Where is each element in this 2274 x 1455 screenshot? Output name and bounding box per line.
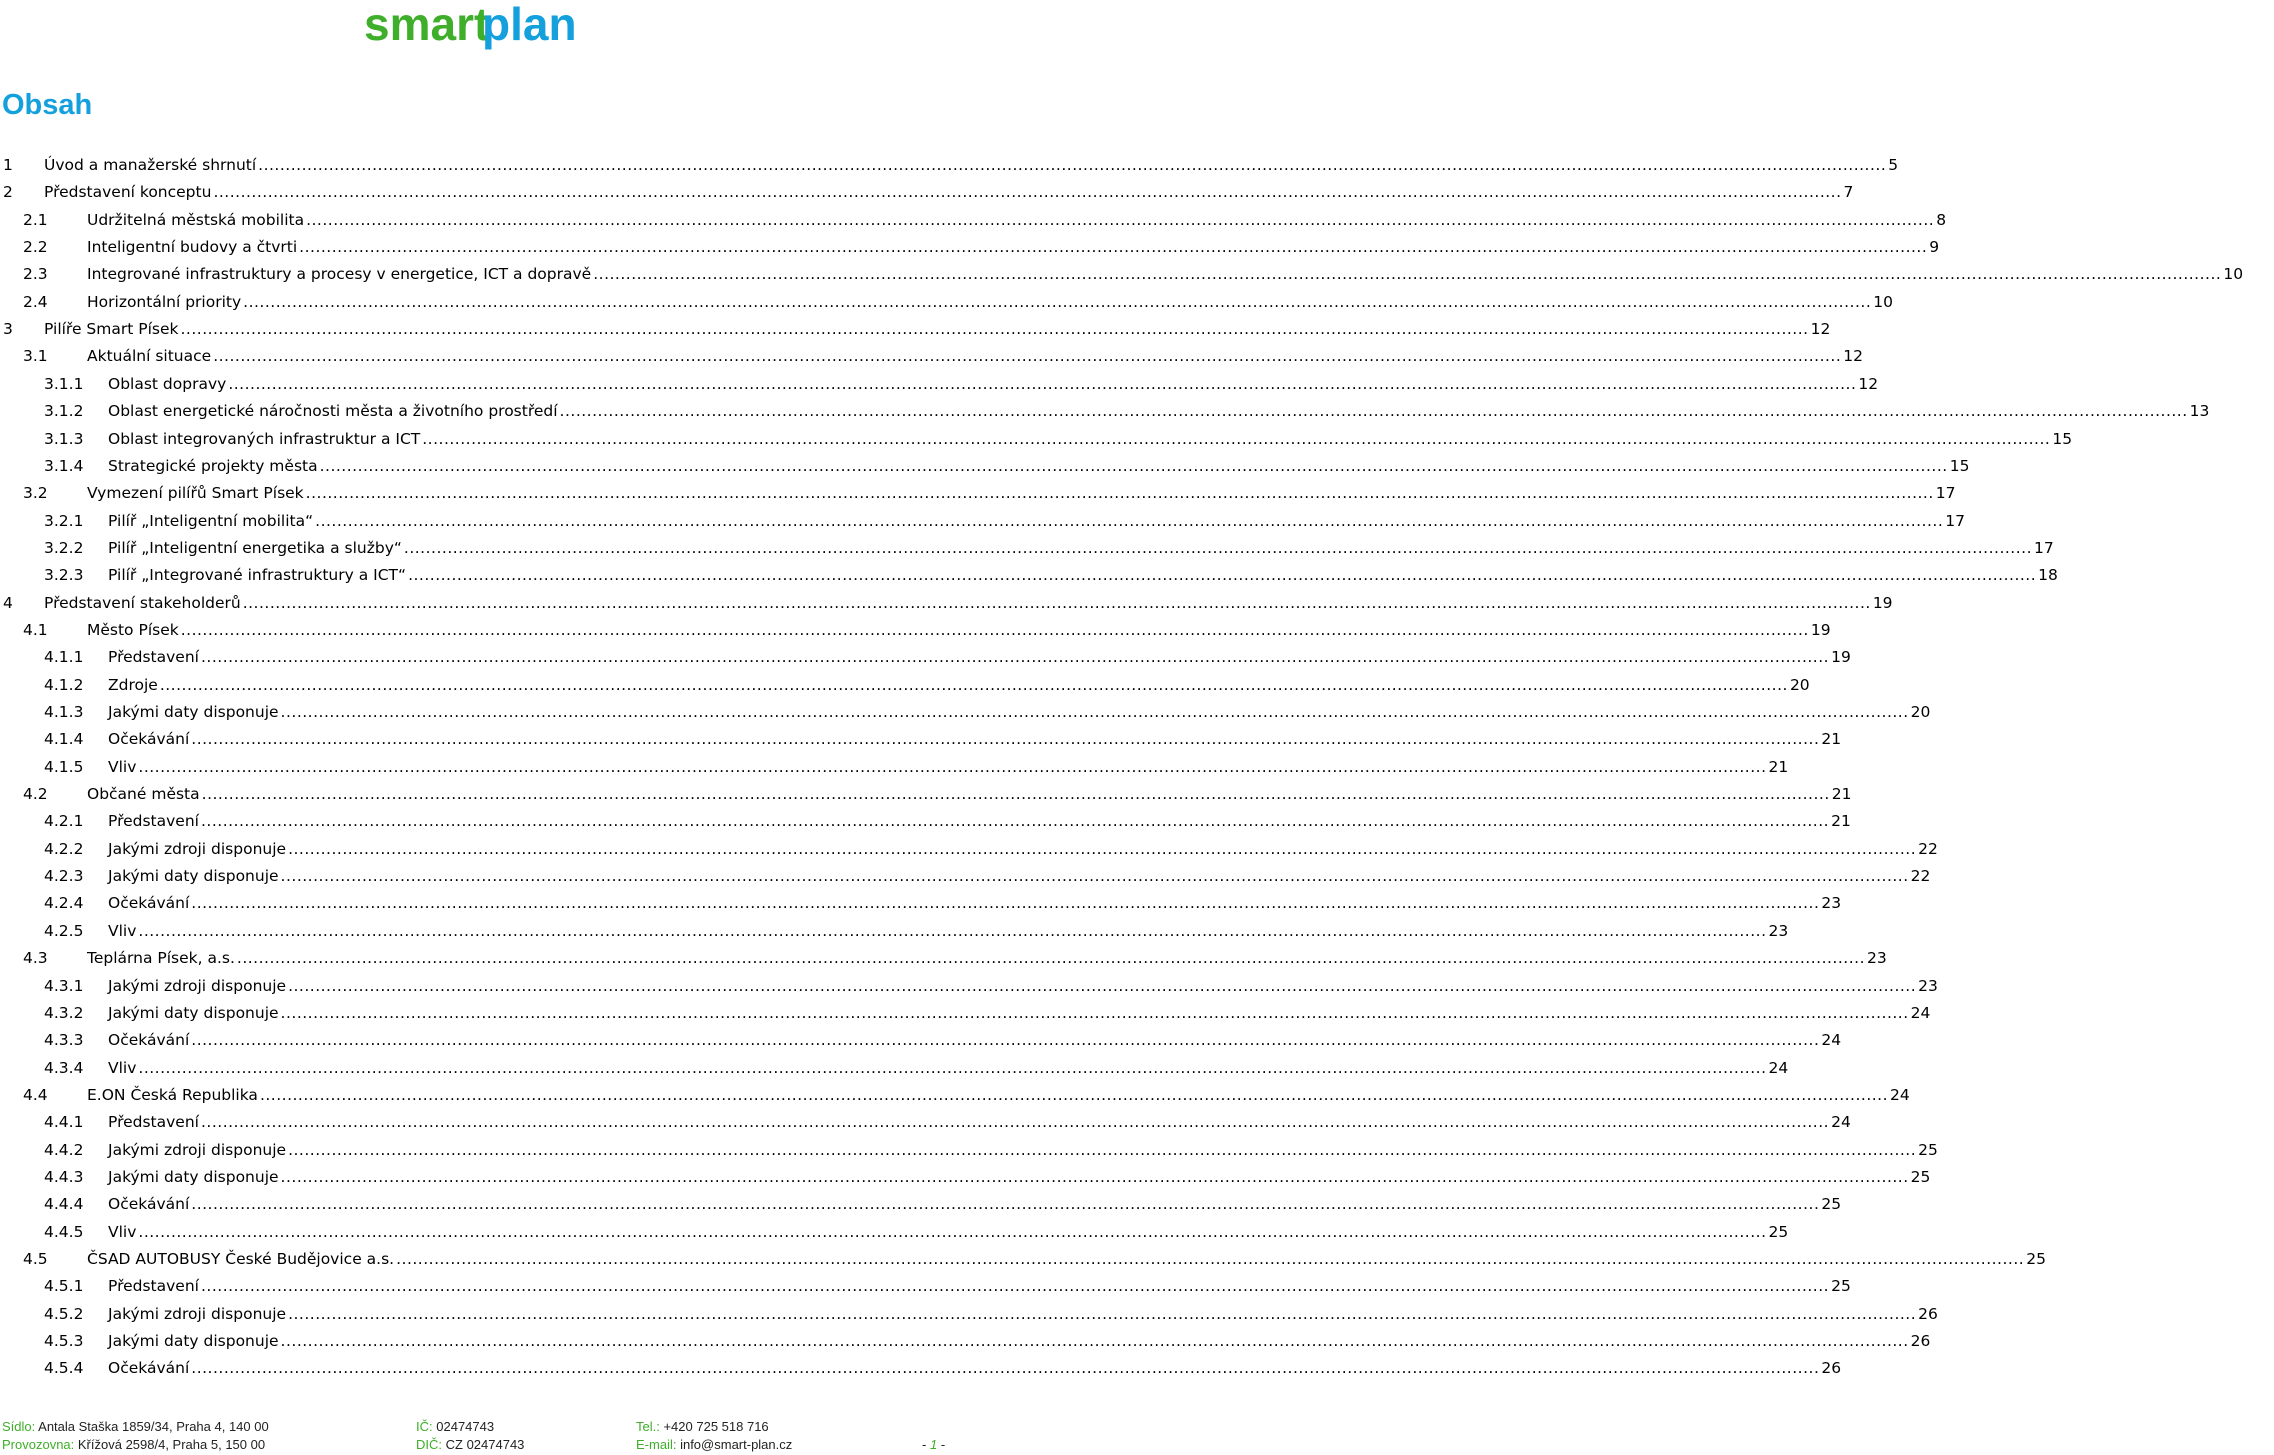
toc-entry-leader-line xyxy=(108,426,2073,452)
toc-entry-page: 24 xyxy=(1890,1085,1910,1104)
toc-entry-number: 4.4.4 xyxy=(44,1195,84,1214)
toc-entry-leader-line xyxy=(87,945,1887,971)
toc-dot-leader: ............................................................................................................................................................................................................................................................................................................ xyxy=(200,1277,1830,1296)
toc-dot-leader: ............................................................................................................................................................................................................................................................................................................ xyxy=(408,566,2037,585)
toc-dot-leader: ............................................................................................................................................................................................................................................................................................................ xyxy=(138,757,1767,776)
toc-entry-leader-line xyxy=(108,699,1931,725)
toc-entry[interactable] xyxy=(0,945,1887,971)
toc-dot-leader: ............................................................................................................................................................................................................................................................................................................ xyxy=(180,620,1809,639)
toc-entry-title: Město Písek xyxy=(87,620,179,639)
toc-entry[interactable] xyxy=(0,699,1931,725)
footer-seat xyxy=(2,1418,269,1436)
toc-entry-number: 4.2.1 xyxy=(44,812,84,831)
toc-entry-title: Jakými zdroji disponuje xyxy=(108,1140,287,1159)
toc-entry-number: 4.4.2 xyxy=(44,1140,84,1159)
toc-entry-number: 4.2 xyxy=(23,785,48,804)
toc-entry-page: 25 xyxy=(1821,1195,1842,1214)
toc-entry-title: Očekávání xyxy=(108,730,190,749)
toc-entry-number: 4.2.3 xyxy=(44,867,84,886)
toc-dot-leader: ............................................................................................................................................................................................................................................................................................................ xyxy=(138,1058,1767,1077)
toc-dot-leader: ............................................................................................................................................................................................................................................................................................................ xyxy=(138,921,1767,940)
toc-dot-leader: ............................................................................................................................................................................................................................................................................................................ xyxy=(191,1359,1820,1378)
toc-entry[interactable] xyxy=(0,973,1938,999)
toc-dot-leader: ............................................................................................................................................................................................................................................................................................................ xyxy=(280,867,1909,886)
toc-entry-title: Představení xyxy=(108,1277,199,1296)
toc-entry-title: Úvod a manažerské shrnutí xyxy=(44,156,257,174)
toc-entry-leader-line xyxy=(87,480,1956,506)
toc-dot-leader: ............................................................................................................................................................................................................................................................................................................ xyxy=(288,839,1917,858)
toc-entry-leader-line xyxy=(108,562,2058,588)
toc-entry[interactable] xyxy=(0,726,1842,752)
toc-entry-leader-line xyxy=(108,1000,1931,1026)
toc-entry-number: 3.1 xyxy=(23,347,48,366)
toc-entry[interactable] xyxy=(0,754,1789,780)
footer-seat-value: Antala Staška 1859/34, Praha 4, 140 00 xyxy=(38,1419,269,1434)
footer-tel xyxy=(636,1418,769,1436)
toc-entry-leader-line xyxy=(108,1301,1938,1327)
toc-entry-page: 8 xyxy=(1936,210,1947,229)
toc-entry-title: Vliv xyxy=(108,757,137,776)
toc-entry[interactable] xyxy=(0,1219,1789,1245)
toc-entry-leader-line xyxy=(108,1109,1851,1135)
toc-entry-page: 13 xyxy=(2189,402,2210,421)
toc-dot-leader: ............................................................................................................................................................................................................................................................................................................ xyxy=(228,374,1857,393)
toc-dot-leader: ............................................................................................................................................................................................................................................................................................................ xyxy=(422,429,2051,448)
toc-entry-title: Očekávání xyxy=(108,1031,190,1050)
footer-branch-label: Provozovna: xyxy=(2,1437,75,1452)
toc-entry[interactable] xyxy=(0,1301,1938,1327)
toc-entry-title: Jakými zdroji disponuje xyxy=(108,839,287,858)
toc-entry-number: 4.2.5 xyxy=(44,921,84,940)
toc-dot-leader: ............................................................................................................................................................................................................................................................................................................ xyxy=(159,675,1788,694)
toc-entry[interactable] xyxy=(0,1082,1910,1108)
toc-entry-leader-line xyxy=(108,973,1938,999)
toc-entry[interactable] xyxy=(0,1355,1842,1381)
toc-dot-leader: ............................................................................................................................................................................................................................................................................................................ xyxy=(288,1140,1917,1159)
toc-dot-leader: ............................................................................................................................................................................................................................................................................................................ xyxy=(213,347,1842,366)
toc-entry-page: 20 xyxy=(1910,703,1931,721)
toc-dot-leader: ............................................................................................................................................................................................................................................................................................................ xyxy=(200,812,1830,831)
toc-entry-number: 1 xyxy=(3,156,13,174)
toc-entry-page: 23 xyxy=(1821,894,1842,913)
toc-entry-number: 4.1 xyxy=(23,620,48,639)
toc-entry-leader-line xyxy=(108,1191,1842,1217)
toc-entry[interactable] xyxy=(0,207,1947,233)
toc-entry[interactable] xyxy=(0,644,1851,670)
toc-entry-leader-line xyxy=(108,1273,1851,1299)
toc-dot-leader: ............................................................................................................................................................................................................................................................................................................ xyxy=(191,1195,1820,1214)
footer-seat-label: Sídlo: xyxy=(2,1419,36,1434)
toc-dot-leader: ............................................................................................................................................................................................................................................................................................................ xyxy=(396,1250,2025,1268)
toc-entry-number: 4.3.3 xyxy=(44,1031,84,1050)
toc-dot-leader: ............................................................................................................................................................................................................................................................................................................ xyxy=(593,265,2222,284)
toc-entry-number: 3.1.1 xyxy=(44,374,84,393)
toc-entry-title: Vymezení pilířů Smart Písek xyxy=(87,484,304,503)
toc-entry-number: 4.5 xyxy=(23,1250,48,1268)
toc-entry-page: 26 xyxy=(1910,1332,1931,1351)
toc-entry-page: 24 xyxy=(1910,1003,1931,1022)
toc-entry-title: Jakými daty disponuje xyxy=(108,703,279,721)
toc-dot-leader: ............................................................................................................................................................................................................................................................................................................ xyxy=(299,238,1928,257)
toc-entry-number: 3.2 xyxy=(23,484,48,503)
toc-entry-leader-line xyxy=(87,289,1893,315)
toc-entry-number: 4.1.5 xyxy=(44,757,84,776)
toc-entry-title: Jakými daty disponuje xyxy=(108,1167,279,1186)
toc-entry[interactable] xyxy=(0,234,1940,260)
toc-entry-leader-line xyxy=(108,644,1851,670)
page-number-suffix: - xyxy=(940,1437,946,1452)
toc-entry-title: Oblast energetické náročnosti města a životního prostředí xyxy=(108,402,558,421)
toc-entry-title: Jakými daty disponuje xyxy=(108,867,279,886)
toc-entry-leader-line xyxy=(108,1027,1842,1053)
toc-dot-leader: ............................................................................................................................................................................................................................................................................................................ xyxy=(180,320,1809,339)
toc-entry[interactable] xyxy=(0,890,1842,916)
page-footer xyxy=(0,1418,960,1455)
toc-entry-leader-line xyxy=(44,590,1893,616)
toc-entry-title: Pilíře Smart Písek xyxy=(44,320,179,339)
toc-dot-leader: ............................................................................................................................................................................................................................................................................................................ xyxy=(288,976,1917,995)
toc-entry-number: 3.2.1 xyxy=(44,511,84,530)
toc-entry-page: 5 xyxy=(1888,156,1899,174)
toc-entry-title: Pilíř „Inteligentní mobilita“ xyxy=(108,511,314,530)
toc-dot-leader: ............................................................................................................................................................................................................................................................................................................ xyxy=(403,538,2033,557)
toc-entry-title: Jakými zdroji disponuje xyxy=(108,976,287,995)
toc-entry-page: 24 xyxy=(1831,1113,1851,1132)
page-number-prefix: - xyxy=(922,1437,927,1452)
toc-entry-leader-line xyxy=(87,617,1831,643)
toc-entry[interactable] xyxy=(0,562,2058,588)
toc-entry-number: 4.5.4 xyxy=(44,1359,84,1378)
toc-entry-number: 4.2.4 xyxy=(44,894,84,913)
footer-dic xyxy=(416,1436,524,1454)
toc-entry-page: 10 xyxy=(2223,265,2244,284)
toc-entry-leader-line xyxy=(108,863,1931,889)
toc-entry-leader-line xyxy=(44,179,1854,205)
toc-entry-page: 21 xyxy=(1831,785,1852,804)
toc-entry-page: 17 xyxy=(1935,484,1956,503)
toc-dot-leader: ............................................................................................................................................................................................................................................................................................................ xyxy=(242,593,1871,612)
toc-entry[interactable] xyxy=(0,672,1810,698)
toc-entry-leader-line xyxy=(108,836,1938,862)
footer-ico-value: 02474743 xyxy=(436,1419,495,1434)
toc-entry[interactable] xyxy=(0,398,2210,424)
toc-dot-leader: ............................................................................................................................................................................................................................................................................................................ xyxy=(319,456,1948,475)
toc-entry[interactable] xyxy=(0,426,2073,452)
toc-dot-leader: ............................................................................................................................................................................................................................................................................................................ xyxy=(288,1304,1917,1323)
toc-entry-title: Udržitelná městská mobilita xyxy=(87,210,305,229)
toc-dot-leader: ............................................................................................................................................................................................................................................................................................................ xyxy=(200,1113,1830,1132)
toc-entry-title: Představení xyxy=(108,1113,199,1132)
toc-entry[interactable] xyxy=(0,1191,1842,1217)
toc-entry-page: 22 xyxy=(1918,839,1938,858)
toc-entry-page: 24 xyxy=(1821,1031,1842,1050)
toc-entry[interactable] xyxy=(0,1027,1842,1053)
toc-entry-title: Představení xyxy=(108,812,199,831)
toc-entry-page: 26 xyxy=(1821,1359,1842,1378)
toc-entry-page: 21 xyxy=(1821,730,1842,749)
toc-entry-title: Vliv xyxy=(108,921,137,940)
toc-entry-title: Jakými daty disponuje xyxy=(108,1332,279,1351)
toc-entry-number: 4.2.2 xyxy=(44,839,84,858)
toc-entry-title: Představení xyxy=(108,648,199,667)
toc-entry-page: 19 xyxy=(1872,593,1893,612)
toc-dot-leader: ............................................................................................................................................................................................................................................................................................................ xyxy=(243,292,1872,311)
toc-entry-leader-line xyxy=(87,234,1940,260)
toc-entry-title: Představení stakeholderů xyxy=(44,593,241,612)
toc-entry-page: 22 xyxy=(1910,867,1931,886)
toc-entry-leader-line xyxy=(108,808,1851,834)
toc-entry-page: 15 xyxy=(1949,456,1970,475)
toc-entry-page: 7 xyxy=(1843,183,1854,202)
toc-entry[interactable] xyxy=(0,179,1854,205)
toc-entry-number: 3 xyxy=(3,320,13,339)
toc-dot-leader: ............................................................................................................................................................................................................................................................................................................ xyxy=(259,1085,1889,1104)
toc-entry-leader-line xyxy=(87,261,2244,287)
toc-entry-page: 23 xyxy=(1867,949,1887,968)
toc-entry-number: 4 xyxy=(3,593,13,612)
toc-entry-page: 19 xyxy=(1831,648,1851,667)
toc-entry-title: Občané města xyxy=(87,785,200,804)
toc-entry-leader-line xyxy=(108,890,1842,916)
toc-entry-leader-line xyxy=(44,316,1831,342)
toc-entry[interactable] xyxy=(0,1164,1931,1190)
toc-entry[interactable] xyxy=(0,918,1789,944)
toc-entry-number: 4.1.3 xyxy=(44,703,84,721)
toc-entry[interactable] xyxy=(0,1273,1851,1299)
toc-entry-number: 4.5.2 xyxy=(44,1304,84,1323)
toc-entry-leader-line xyxy=(87,1246,2046,1272)
footer-branch-value: Křížová 2598/4, Praha 5, 150 00 xyxy=(77,1437,266,1452)
toc-entry[interactable] xyxy=(0,152,1899,178)
toc-entry-title: Očekávání xyxy=(108,894,190,913)
footer-dic-value: CZ 02474743 xyxy=(445,1437,525,1452)
toc-entry-title: Jakými zdroji disponuje xyxy=(108,1304,287,1323)
toc-heading: Obsah xyxy=(2,89,93,121)
toc-dot-leader: ............................................................................................................................................................................................................................................................................................................ xyxy=(191,894,1820,913)
toc-entry-number: 4.4 xyxy=(23,1085,48,1104)
toc-entry[interactable] xyxy=(0,590,1893,616)
toc-entry-leader-line xyxy=(108,1055,1789,1081)
toc-dot-leader: ............................................................................................................................................................................................................................................................................................................ xyxy=(280,1332,1909,1351)
toc-entry-title: Očekávání xyxy=(108,1359,190,1378)
toc-entry-title: Inteligentní budovy a čtvrti xyxy=(87,238,298,257)
toc-entry-number: 2.1 xyxy=(23,210,48,229)
toc-entry-number: 4.4.3 xyxy=(44,1167,84,1186)
toc-entry[interactable] xyxy=(0,1000,1931,1026)
toc-entry-page: 12 xyxy=(1858,374,1879,393)
toc-entry-number: 4.3.4 xyxy=(44,1058,84,1077)
toc-entry-leader-line xyxy=(108,398,2210,424)
toc-entry-number: 3.1.3 xyxy=(44,429,84,448)
toc-entry-title: Zdroje xyxy=(108,675,158,694)
toc-entry-title: Pilíř „Integrované infrastruktury a ICT“ xyxy=(108,566,407,585)
toc-entry-leader-line xyxy=(108,1164,1931,1190)
toc-entry-leader-line xyxy=(108,1328,1931,1354)
toc-entry[interactable] xyxy=(0,1246,2046,1272)
toc-dot-leader: ............................................................................................................................................................................................................................................................................................................ xyxy=(305,484,1934,503)
toc-entry-page: 17 xyxy=(2034,538,2054,557)
toc-entry-page: 23 xyxy=(1918,976,1938,995)
toc-entry-leader-line xyxy=(87,343,1864,369)
toc-entry-page: 18 xyxy=(2038,566,2058,585)
toc-entry-page: 25 xyxy=(1831,1277,1851,1296)
toc-entry[interactable] xyxy=(0,863,1931,889)
toc-entry[interactable] xyxy=(0,1137,1938,1163)
toc-entry-page: 21 xyxy=(1831,812,1851,831)
toc-entry-leader-line xyxy=(108,1137,1938,1163)
toc-entry-page: 19 xyxy=(1810,620,1831,639)
toc-dot-leader: ............................................................................................................................................................................................................................................................................................................ xyxy=(213,183,1842,202)
toc-entry-leader-line xyxy=(87,207,1947,233)
toc-entry[interactable] xyxy=(0,1109,1851,1135)
toc-dot-leader: ............................................................................................................................................................................................................................................................................................................ xyxy=(258,156,1887,174)
toc-entry-page: 17 xyxy=(1945,511,1965,530)
toc-entry-page: 24 xyxy=(1768,1058,1789,1077)
toc-dot-leader: ............................................................................................................................................................................................................................................................................................................ xyxy=(191,1031,1820,1050)
footer-ico-label: IČ: xyxy=(416,1419,433,1434)
toc-entry-page: 25 xyxy=(1918,1140,1938,1159)
toc-entry-title: Teplárna Písek, a.s. xyxy=(87,949,235,968)
toc-entry-page: 20 xyxy=(1789,675,1810,694)
toc-entry-number: 4.1.4 xyxy=(44,730,84,749)
toc-entry-page: 26 xyxy=(1918,1304,1938,1323)
page-number xyxy=(922,1436,945,1454)
toc-entry[interactable] xyxy=(0,261,2244,287)
smartplan-logo xyxy=(364,0,604,64)
toc-entry-page: 23 xyxy=(1768,921,1789,940)
logo-text-plan: plan xyxy=(482,0,577,50)
footer-tel-value: +420 725 518 716 xyxy=(663,1419,769,1434)
toc-entry-leader-line xyxy=(108,1219,1789,1245)
toc-entry-leader-line xyxy=(44,152,1899,178)
toc-entry[interactable] xyxy=(0,480,1956,506)
toc-entry-page: 15 xyxy=(2052,429,2073,448)
toc-dot-leader: ............................................................................................................................................................................................................................................................................................................ xyxy=(236,949,1865,968)
toc-entry-number: 2.3 xyxy=(23,265,48,284)
toc-dot-leader: ............................................................................................................................................................................................................................................................................................................ xyxy=(201,785,1830,804)
footer-dic-label: DIČ: xyxy=(416,1437,442,1452)
toc-entry-number: 4.3.1 xyxy=(44,976,84,995)
footer-tel-label: Tel.: xyxy=(636,1419,660,1434)
toc-entry-title: ČSAD AUTOBUSY České Budějovice a.s. xyxy=(87,1250,395,1268)
toc-entry-leader-line xyxy=(87,1082,1910,1108)
toc-entry-leader-line xyxy=(108,754,1789,780)
toc-entry-leader-line xyxy=(108,918,1789,944)
toc-entry-number: 2.4 xyxy=(23,292,48,311)
toc-entry-title: E.ON Česká Republika xyxy=(87,1085,258,1104)
toc-entry-page: 12 xyxy=(1843,347,1864,366)
toc-entry[interactable] xyxy=(0,508,1965,534)
toc-entry-page: 21 xyxy=(1768,757,1789,776)
toc-entry-number: 3.2.3 xyxy=(44,566,84,585)
toc-entry-title: Jakými daty disponuje xyxy=(108,1003,279,1022)
toc-entry-leader-line xyxy=(87,781,1852,807)
toc-entry-title: Strategické projekty města xyxy=(108,456,318,475)
toc-entry-number: 2 xyxy=(3,183,13,202)
toc-entry-title: Očekávání xyxy=(108,1195,190,1214)
toc-dot-leader: ............................................................................................................................................................................................................................................................................................................ xyxy=(280,1003,1909,1022)
toc-entry-number: 2.2 xyxy=(23,238,48,257)
toc-entry-leader-line xyxy=(108,371,1879,397)
logo-text-smart: smart xyxy=(364,0,490,50)
toc-entry-number: 4.5.3 xyxy=(44,1332,84,1351)
toc-dot-leader: ............................................................................................................................................................................................................................................................................................................ xyxy=(200,648,1830,667)
toc-entry-title: Představení konceptu xyxy=(44,183,212,202)
toc-entry[interactable] xyxy=(0,1328,1931,1354)
toc-entry-number: 3.1.2 xyxy=(44,402,84,421)
toc-dot-leader: ............................................................................................................................................................................................................................................................................................................ xyxy=(280,703,1909,721)
toc-entry-number: 4.5.1 xyxy=(44,1277,84,1296)
toc-entry-number: 4.4.1 xyxy=(44,1113,84,1132)
toc-entry-title: Horizontální priority xyxy=(87,292,242,311)
toc-entry-leader-line xyxy=(108,726,1842,752)
toc-entry-page: 25 xyxy=(1910,1167,1931,1186)
toc-entry-page: 10 xyxy=(1873,292,1893,311)
page-number-value: 1 xyxy=(929,1437,938,1452)
toc-entry[interactable] xyxy=(0,535,2054,561)
toc-entry-title: Oblast dopravy xyxy=(108,374,227,393)
toc-dot-leader: ............................................................................................................................................................................................................................................................................................................ xyxy=(280,1167,1909,1186)
toc-entry-leader-line xyxy=(108,535,2054,561)
footer-email-link[interactable]: info@smart-plan.cz xyxy=(680,1437,793,1452)
toc-entry-title: Vliv xyxy=(108,1058,137,1077)
toc-entry-title: Integrované infrastruktury a procesy v energetice, ICT a dopravě xyxy=(87,265,592,284)
toc-entry-title: Vliv xyxy=(108,1222,137,1241)
toc-entry-number: 4.1.1 xyxy=(44,648,84,667)
toc-entry[interactable] xyxy=(0,371,1879,397)
toc-entry-number: 3.2.2 xyxy=(44,538,84,557)
toc-entry-number: 4.3 xyxy=(23,949,48,968)
toc-entry-leader-line xyxy=(108,1355,1842,1381)
toc-entry-number: 3.1.4 xyxy=(44,456,84,475)
toc-entry-page: 9 xyxy=(1929,238,1940,257)
toc-entry[interactable] xyxy=(0,289,1893,315)
toc-entry-number: 4.3.2 xyxy=(44,1003,84,1022)
toc-entry-title: Oblast integrovaných infrastruktur a ICT xyxy=(108,429,421,448)
toc-entry-leader-line xyxy=(108,453,1970,479)
toc-entry[interactable] xyxy=(0,343,1864,369)
toc-entry[interactable] xyxy=(0,808,1851,834)
footer-email xyxy=(636,1436,792,1454)
toc-entry-number: 4.4.5 xyxy=(44,1222,84,1241)
toc-dot-leader: ............................................................................................................................................................................................................................................................................................................ xyxy=(315,511,1944,530)
toc-entry-page: 25 xyxy=(1768,1222,1789,1241)
toc-entry-title: Pilíř „Inteligentní energetika a služby“ xyxy=(108,538,402,557)
toc-dot-leader: ............................................................................................................................................................................................................................................................................................................ xyxy=(559,402,2188,421)
toc-dot-leader: ............................................................................................................................................................................................................................................................................................................ xyxy=(306,210,1935,229)
toc-entry-page: 12 xyxy=(1810,320,1831,339)
toc-entry-leader-line xyxy=(108,672,1810,698)
toc-dot-leader: ............................................................................................................................................................................................................................................................................................................ xyxy=(191,730,1820,749)
toc-entry[interactable] xyxy=(0,453,1970,479)
toc-entry[interactable] xyxy=(0,617,1831,643)
footer-branch xyxy=(2,1436,265,1454)
toc-entry[interactable] xyxy=(0,1055,1789,1081)
toc-entry[interactable] xyxy=(0,781,1852,807)
toc-dot-leader: ............................................................................................................................................................................................................................................................................................................ xyxy=(138,1222,1767,1241)
toc-entry-title: Aktuální situace xyxy=(87,347,212,366)
toc-entry-number: 4.1.2 xyxy=(44,675,84,694)
footer-email-label: E-mail: xyxy=(636,1437,677,1452)
toc-entry[interactable] xyxy=(0,836,1938,862)
toc-entry[interactable] xyxy=(0,316,1831,342)
toc-entry-leader-line xyxy=(108,508,1965,534)
toc-entry-page: 25 xyxy=(2026,1250,2046,1268)
footer-ico xyxy=(416,1418,494,1436)
